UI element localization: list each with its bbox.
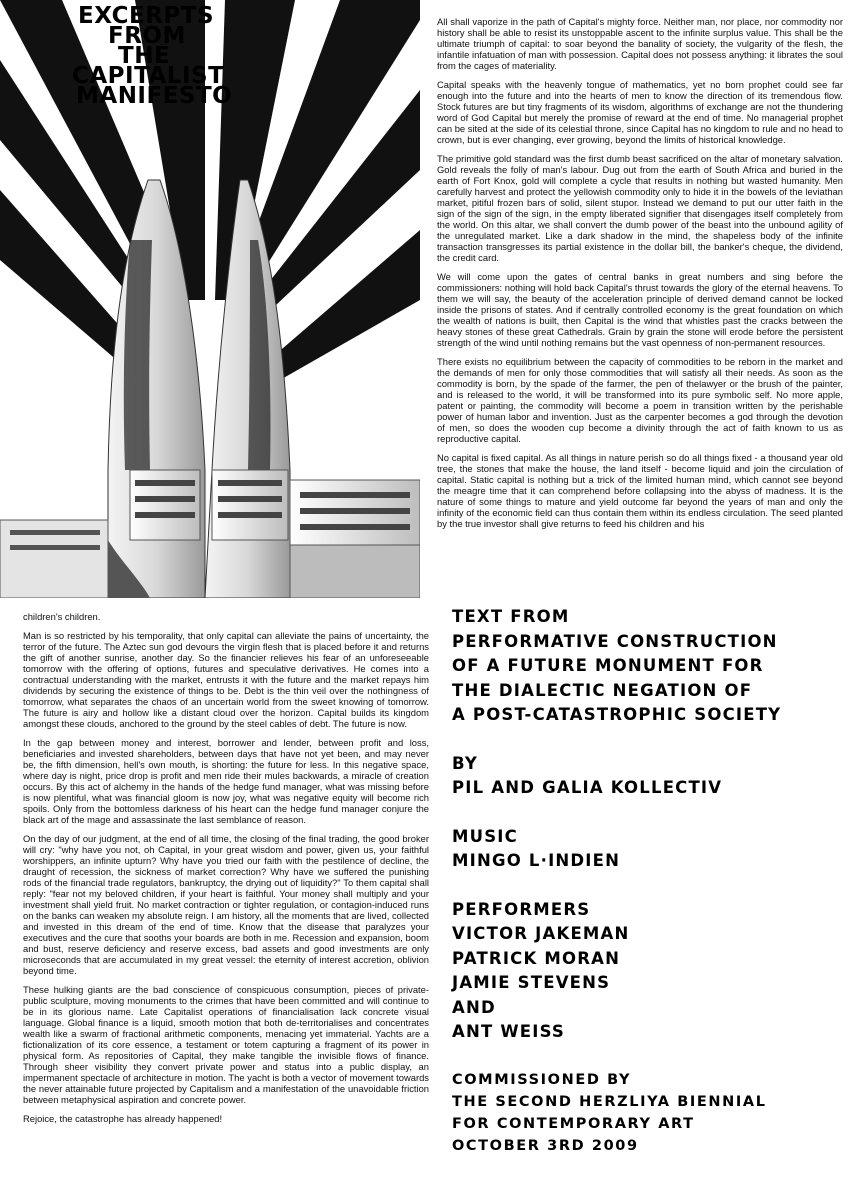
credit-line: OF A FUTURE MONUMENT FOR: [452, 656, 764, 675]
performer-name: PATRICK MORAN: [452, 948, 621, 968]
commission-line: FOR CONTEMPORARY ART: [452, 1115, 695, 1132]
paragraph: No capital is fixed capital. As all things in nature perish so do all things fixed - a thousand year old tree, the stones that make the house, the land itself - become liquid and join the circulation of capital. Static capital is nothing but a trick of the limited human mind, which cannot see beyond the meagre time that it can comprehend before collapsing into the abyss of madness. It is the nature of some things to mature and yield outcome far beyond the years of man and only the infinity of the economic field can thus contain them within its endless circulation. The seed planted by the true investor shall give returns to feed his children and his: [437, 452, 843, 529]
manifesto-text-left: [23, 611, 429, 1132]
credit-line: TEXT FROM: [452, 607, 570, 626]
commission-line: COMMISSIONED BY: [452, 1071, 632, 1088]
paragraph: children's children.: [23, 611, 101, 622]
credit-line: THE DIALECTIC NEGATION OF: [452, 680, 753, 700]
performer-name: ANT WEISS: [452, 1022, 566, 1041]
title-line: FROM: [108, 23, 186, 49]
performer-name: VICTOR JAKEMAN: [452, 924, 630, 943]
title-line: EXCERPTS: [78, 3, 215, 29]
paragraph: Rejoice, the catastrophe has already happened!: [23, 1113, 223, 1124]
manifesto-text-right: [437, 16, 843, 537]
paragraph: These hulking giants are the bad conscience of conspicuous consumption, pieces of private-public sculpture, moving monuments to the crimes that have been committed and will continue to be in its glorious name. Late Capitalist operations of financialisation lack concrete visual language. Global finance is a liquid, smooth motion that both de-territorialises and concentrates wealth like a swarm of fractional arithmetic components, menacing yet immaterial. Yachts are a fictionalization of its core essence, a testament or totem capturing a fragment of its power in physical form. As repositories of Capital, they make tangible the invisible flows of finance. Through sheer visibility they convert private power and status into a public display, an impermanent spectacle of architecture in motion. The yacht is both a vector of movement towards the never attainable future projected by Capitalism and a manifestation of the unavoidable friction between metaphysical aspiration and concrete power.: [23, 984, 429, 1105]
performer-name: JAMIE STEVENS: [452, 973, 611, 992]
paragraph: In the gap between money and interest, borrower and lender, between profit and loss, beneficiaries and invested shareholders, between days that have not yet been, and may never be, the fifth dimension, hell's own mouth, is shorting: the future for less. In this negative space, where day is night, price drop is profit and men ride their mules backwards, a miracle of creation occurs. By this act of alchemy in the hands of the hedge fund manager, what was missing before is now plentiful, what was financial gloom is now joy, what was negative equity will become rich spoils. Only from the bottomless darkness of his heart can the hedge fund manager conjure the black art of the mage and assassinate the last semblance of reason.: [23, 737, 429, 825]
performer-name: AND: [452, 997, 496, 1017]
paragraph: On the day of our judgment, at the end of all time, the closing of the final trading, the good broker will cry: "why have you not, oh Capital, in your great wisdom and power, given us, your faithful worshippers, an infinite upturn? Why have you tried our faith with the pestilence of decline, the draught of recession, the sickness of market correction? Why have we suffered the punishing rods of the financial trade regulators, bankruptcy, the drying out of liquidity?" To them capital shall reply: "fear not my beloved children, if your heart is faithful. Your money shall multiply and your investment shall yield fruit. No market contraction or tighter regulation, or contagion-induced runs on the banks can weaken my absolute reign. I am history, all the moments that are lived, collected and invested in this dream of the end of time. Know that the disease that paralyzes your executives and the cure that sooths your boards are both in me. Recession and expansion, boom and bust, reserve deficiency and reserve excess, bad assets and good investments are only microseconds that are accumulated in my great vessel: the eternity of interest accretion, oblivion beyond time.: [23, 833, 429, 976]
yacht-bottom-left: [0, 520, 108, 598]
commission-line: OCTOBER 3RD 2009: [452, 1137, 639, 1154]
paragraph: Man is so restricted by his temporality, that only capital can alleviate the pains of uncertainty, the terror of the future. The Aztec sun god devours the virgin flesh that is placed before it and returns the gift of another sunrise, another day. So the financier relieves his fear of an unforeseeable tomorrow with the offering of options, futures and speculative derivatives. He comes into a contractual understanding with the market, entrusts it with the future and the market repays him dividends by securing the existence of things to be. Debt is the thin veil over the nothingness of tomorrow, what separates the chaos of an uncertain world from the sweet knowing of tomorrow. The future is airy and hollow like a distant cloud over the horizon. Capital builds its kingdom amongst these clouds, anchored to the ground by the steel cables of debt. The future is now.: [23, 630, 429, 729]
credit-line: PERFORMATIVE CONSTRUCTION: [452, 631, 778, 651]
commission-line: THE SECOND HERZLIYA BIENNIAL: [452, 1093, 767, 1110]
yacht-bottom-right: [290, 480, 420, 598]
title-line: THE: [118, 43, 171, 69]
paragraph: We will come upon the gates of central banks in great numbers and sing before the commissioners: nothing will hold back Capital's thrust towards the glory of the eternal heavens. To them we will say, the beauty of the acceleration principle of derived demand cannot be locked inside the prisons of states. And if centrally controlled economy is the great foundation on which the wealth of nations is built, then Capital is the wind that whistles past the cracks between the heavy stones of these great Cathedrals. Grain by grain the stone will erode before the persistent strength of the wind until nothing remains but the vast openness of non-permanent resources.: [437, 271, 843, 348]
title-line: CAPITALIST: [72, 63, 225, 89]
title-line: MANIFESTO: [76, 83, 233, 109]
paragraph: The primitive gold standard was the first dumb beast sacrificed on the altar of monetary salvation. Gold reveals the folly of man's labour. Dug out from the earth of South Africa and buried in the earth of Fort Knox, gold will complete a cycle that results in nothing but wasted humanity. Men carefully harvest and protect the yellowish commodity only to hide it in the bowels of the leviathan market, pitiful frozen bars of solid, silent stupor. Instead we demand to put our utter faith in the sign of the sign of the sign, in the empty liberated signifier that disengages itself completely from the world. On this altar, we shall convert the dumb power of the beast into the unbound agility of the unregulated market. Like a dark shadow in the mind, the shapeless body of the infinite transaction transgresses its partial existence in the dollar bill, the banker's cheque, the dividend, the credit card.: [437, 153, 843, 263]
performers-label: PERFORMERS: [452, 899, 591, 919]
by-label: BY: [452, 753, 479, 773]
author-name: PIL AND GALIA KOLLECTIV: [452, 778, 723, 797]
music-name: MINGO L·INDIEN: [452, 851, 621, 870]
manifesto-title: [72, 3, 233, 109]
paragraph: All shall vaporize in the path of Capital's mighty force. Neither man, nor place, nor commodity nor history shall be able to resist its unstoppable ascent to the infinite surplus value. This shall be the ultimate triumph of capital: to soar beyond the banality of society, the vulgarity of the flesh, the infantile infatuation of man with possession. Capital does not possess anything: it librates the soul from the cages of materiality.: [437, 16, 843, 71]
music-label: MUSIC: [452, 826, 518, 846]
paragraph: There exists no equilibrium between the capacity of commodities to be reborn in the market and the demands of men for only those commodities that will satisfy all their needs. As soon as the commodity is born, by the spade of the farmer, the pen of thelawyer or the brush of the painter, and is released to the world, it will be transformed into its pure symbolic self. No more apple, patent or painting, the commodity will become a poem in transition written by the perishable power of human labor and invention. Just as the carpenter becomes a god through the devotion of men, so does the wooden cup become a divinity through the act of faith known to us as reproductive capital.: [437, 356, 843, 444]
credit-line: A POST-CATASTROPHIC SOCIETY: [452, 705, 782, 724]
artwork-panel: [0, 0, 420, 598]
paragraph: Capital speaks with the heavenly tongue of mathematics, yet no born prophet could see far enough into the future and into the hearts of men to know the direction of its tremendous flow. Stock futures are but tiny fragments of its wisdom, algorithms of exchange are not the thundering word of God Capital but merely the promise of reward at the end of time. No managerial prophet can be sited at the side of its celestial throne, since Capital has no kingdom to rule and no head to crown, but is ever changing, ever growing, beyond the limits of historical knowledge.: [437, 79, 843, 145]
credits-block: [452, 605, 852, 1157]
